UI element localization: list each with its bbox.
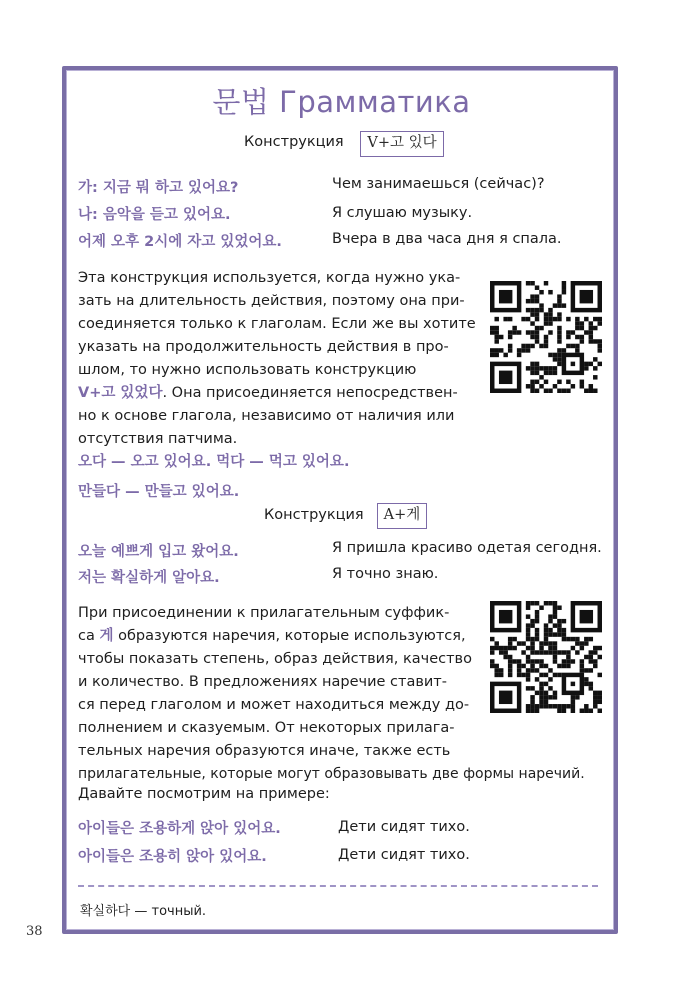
paragraph-line: но к основе глагола, независимо от наличия или xyxy=(78,408,455,424)
paragraph-line: тельных наречия образуются иначе, также есть xyxy=(78,743,451,759)
footnote: 확실하다 — точный. xyxy=(80,904,207,919)
highlight-suffix: 게 xyxy=(99,628,114,644)
example-ru-4: Я пришла красиво одетая сегодня. xyxy=(332,540,602,556)
paragraph-line: чтобы показать степень, образ действия, качество xyxy=(78,651,472,667)
paragraph-line: Эта конструкция используется, когда нужно ука- xyxy=(78,270,461,286)
paragraph-line: указать на продолжительность действия в про- xyxy=(78,339,449,355)
paragraph-line: са 게 образуются наречия, которые используются, xyxy=(78,628,466,644)
compare-ru-2: Дети сидят тихо. xyxy=(338,847,470,863)
construction-label-1: Конструкция xyxy=(244,134,344,150)
example-kr-1: 가: 지금 뭐 하고 있어요? xyxy=(78,180,239,196)
paragraph-line: прилагательные, которые могут образовывать две формы наречий. xyxy=(78,766,585,782)
paragraph-line: ся перед глаголом и может находиться между до- xyxy=(78,697,470,713)
paragraph-line: полнением и сказуемым. От некоторых прилага- xyxy=(78,720,455,736)
paragraph-line: соединяется только к глаголам. Если же вы хотите xyxy=(78,316,476,332)
compare-ru-1: Дети сидят тихо. xyxy=(338,819,470,835)
verb-forms-line-2: 만들다 — 만들고 있어요. xyxy=(78,484,240,500)
example-kr-2: 나: 음악을 듣고 있어요. xyxy=(78,207,231,223)
paragraph-line: отсутствия патчима. xyxy=(78,431,238,447)
example-ru-3: Вчера в два часа дня я спала. xyxy=(332,231,562,247)
example-kr-3: 어제 오후 2시에 자고 있었어요. xyxy=(78,234,282,250)
paragraph-line: V+고 있었다. Она присоединяется непосредствен- xyxy=(78,385,458,401)
explanation-paragraph-1 xyxy=(78,267,476,451)
compare-kr-2: 아이들은 조용히 앉아 있어요. xyxy=(78,849,267,865)
paragraph-line: зать на длительность действия, поэтому она при- xyxy=(78,293,465,309)
verb-forms-line-1: 오다 — 오고 있어요. 먹다 — 먹고 있어요. xyxy=(78,454,350,470)
footnote-divider xyxy=(78,885,598,887)
paragraph-line: и количество. В предложениях наречие ставит- xyxy=(78,674,447,690)
example-kr-5: 저는 확실하게 알아요. xyxy=(78,570,220,586)
construction-pattern-1: V+고 있다 xyxy=(360,131,444,157)
example-kr-4: 오늘 예쁘게 입고 왔어요. xyxy=(78,544,239,560)
compare-kr-1: 아이들은 조용하게 앉아 있어요. xyxy=(78,821,281,837)
page-number: 38 xyxy=(26,924,43,939)
paragraph-line: При присоединении к прилагательным суффик- xyxy=(78,605,450,621)
construction-pattern-2: A+게 xyxy=(377,503,427,529)
paragraph-line: шлом, то нужно использовать конструкцию xyxy=(78,362,417,378)
qr-code-icon[interactable] xyxy=(490,281,602,393)
example-ru-2: Я слушаю музыку. xyxy=(332,205,473,221)
page-title: 문법 Грамматика xyxy=(212,85,471,119)
qr-code-icon[interactable] xyxy=(490,601,602,713)
highlight-pattern: V+고 있었다 xyxy=(78,385,163,401)
construction-label-2: Конструкция xyxy=(264,507,364,523)
example-ru-1: Чем занимаешься (сейчас)? xyxy=(332,176,545,192)
lead-text: Давайте посмотрим на примере: xyxy=(78,786,330,802)
example-ru-5: Я точно знаю. xyxy=(332,566,439,582)
